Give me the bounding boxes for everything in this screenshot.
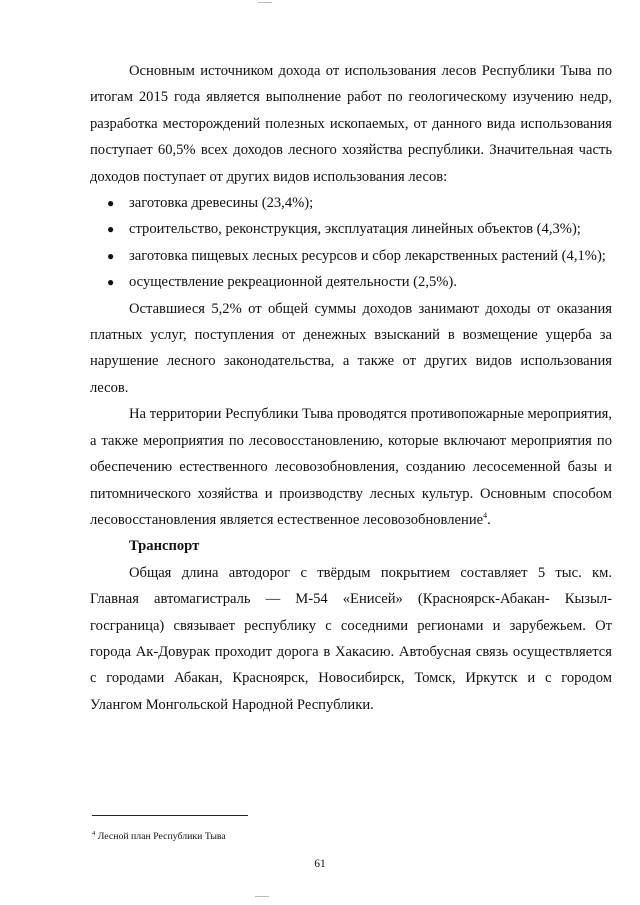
list-item <box>90 190 612 216</box>
page-number: 61 <box>314 858 326 870</box>
footnote <box>92 831 226 843</box>
list-item-text: строительство, реконструкция, эксплуатация линейных объектов (4,3%); <box>129 221 581 238</box>
footnote-text: Лесной план Республики Тыва <box>95 831 226 842</box>
list-item-text: заготовка пищевых лесных ресурсов и сбор лекарственных растений (4,1%); <box>129 247 606 264</box>
paragraph-transport-line1: Общая длина автодорог с твёрдым покрытием составляет 5 тыс. км. <box>129 564 612 581</box>
list-item-text: осуществление рекреационной деятельности (2,5%). <box>129 274 457 291</box>
section-heading-transport: Транспорт <box>129 538 200 555</box>
footnote-number: 4 <box>92 830 96 837</box>
list-item <box>90 216 612 242</box>
scan-artifact-bottom <box>255 896 269 897</box>
bullet-icon: ● <box>107 222 115 237</box>
list-item <box>90 243 612 269</box>
paragraph-remaining-income: Оставшиеся 5,2% от общей суммы доходов занимают доходы от оказания платных услуг, поступления от денежных взысканий в возмещение ущерба за нарушение лесного законодательства, а также от других видов использования лесов. <box>90 300 612 396</box>
scan-artifact-top <box>258 2 272 3</box>
footnote-divider <box>92 815 248 816</box>
list-item-text: заготовка древесины (23,4%); <box>129 195 314 212</box>
paragraph-transport: Главная автомагистраль — М-54 «Енисей» (Красноярск-Абакан- Кызыл-госграница) связывает республику с соседними регионами и зарубежьем. От города Ак-Довурак проходит дорога в Хакасию. Автобусная связь осуществляется с городами Абакан, Красноярск, Новосибирск, Томск, Иркутск и с городом Улангом Монгольской Народной Республики. <box>90 591 612 713</box>
bullet-icon: ● <box>107 248 115 263</box>
footnote-reference: 4 <box>483 510 488 520</box>
bullet-icon: ● <box>107 196 115 211</box>
income-sources-list <box>90 190 612 296</box>
list-item <box>90 269 612 295</box>
bullet-icon: ● <box>107 275 115 290</box>
paragraph-end: . <box>487 511 491 528</box>
paragraph-text: На территории Республики Тыва проводятся противопожарные мероприятия, а также мероприятия по лесовосстановлению, которые включают мероприятия по обеспечению естественного лесовозобновления, созданию лесосеменной базы и питомнического хозяйства и производству лесных культур. Основным способом лесовосстановления является естественное лесовозобновление <box>90 406 612 528</box>
paragraph-income-sources: Основным источником дохода от использования лесов Республики Тыва по итогам 2015 года является выполнение работ по геологическому изучению недр, разработка месторождений полезных ископаемых, от данного вида использования поступает 60,5% всех доходов лесного хозяйства республики. Значительная часть доходов поступает от других видов использования лесов: <box>90 63 612 185</box>
document-body <box>90 58 612 718</box>
paragraph-fire-prevention <box>90 401 612 533</box>
